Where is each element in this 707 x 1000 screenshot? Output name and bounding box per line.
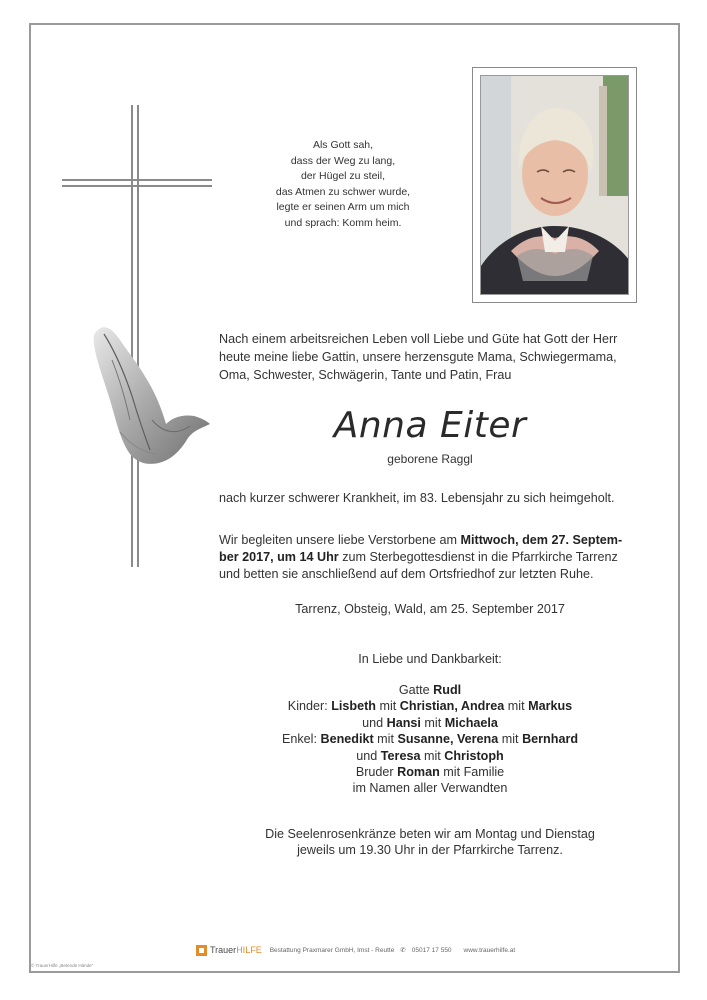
label: Enkel:	[281, 732, 321, 747]
poem-line: Als Gott sah,	[312, 139, 374, 151]
label: Bruder	[355, 765, 398, 780]
intro-line: Nach einem arbeitsreichen Leben voll Liebe und Güte hat Gott der Herr	[219, 332, 618, 346]
funeral-line-1	[219, 531, 622, 549]
phone-number: 05017 17 550	[411, 946, 452, 954]
mourner-line	[200, 731, 660, 747]
connector: mit Familie	[439, 765, 505, 780]
poem	[248, 138, 438, 231]
intro-line: Oma, Schwester, Schwägerin, Tante und Patin, Frau	[219, 368, 512, 382]
poem-line: legte er seinen Arm um mich	[276, 201, 410, 213]
mourners-list	[200, 682, 660, 797]
phone-icon: ✆	[400, 947, 406, 954]
mourner-line: im Namen aller Verwandten	[352, 781, 508, 796]
poem-line: das Atmen zu schwer wurde,	[275, 185, 411, 198]
logo-mark-icon	[196, 945, 207, 956]
grandchild-name: Susanne, Verena	[397, 732, 499, 747]
mourner-line	[200, 764, 660, 780]
connector: mit	[375, 699, 400, 714]
intro-line: heute meine liebe Gattin, unsere herzensgute Mama, Schwiegermama,	[219, 350, 617, 364]
label: Kinder:	[287, 699, 332, 714]
portrait-frame	[472, 67, 637, 303]
poem-line: der Hügel zu steil,	[300, 170, 386, 182]
website-link[interactable]: www.trauerhilfe.at	[463, 946, 516, 954]
funeral-date: Mittwoch, dem 27. Septem-	[460, 533, 623, 547]
connector: mit	[420, 715, 445, 730]
praying-hands-icon	[90, 320, 212, 470]
mourner-line	[200, 715, 660, 731]
connector: und	[362, 715, 387, 730]
gratitude: In Liebe und Dankbarkeit:	[358, 652, 502, 666]
intro-text	[219, 330, 643, 384]
brother-name: Roman	[397, 765, 440, 780]
child-name: Lisbeth	[331, 699, 376, 714]
funeral-text: zum Sterbegottesdienst in die Pfarrkirche Tarrenz	[338, 550, 618, 564]
poem-line: dass der Weg zu lang,	[290, 154, 396, 167]
logo-text: Trauer	[210, 945, 237, 955]
footer	[196, 943, 515, 957]
portrait-photo	[480, 75, 629, 295]
poem-line: und sprach: Komm heim.	[284, 216, 402, 229]
copyright: © TrauerHilfe „Betende Hände“	[31, 963, 94, 968]
funeral-line-2	[219, 548, 618, 566]
label: Gatte	[398, 683, 434, 697]
connector: mit	[420, 748, 445, 763]
husband-name: Rudl	[433, 683, 462, 697]
rosary-line: jeweils um 19.30 Uhr in der Pfarrkirche Tarrenz.	[297, 843, 563, 858]
mourner-line	[200, 698, 660, 714]
funeral-text: Wir begleiten unsere liebe Verstorbene am	[219, 533, 461, 547]
connector: und	[356, 748, 381, 763]
mourner-line	[200, 682, 660, 698]
logo-text: HILFE	[236, 945, 262, 955]
death-line: nach kurzer schwerer Krankheit, im 83. Lebensjahr zu sich heimgeholt.	[219, 491, 615, 505]
rosary-text	[200, 826, 660, 859]
trauerhilfe-logo	[196, 945, 262, 956]
child-name: Michaela	[444, 715, 498, 730]
connector: mit	[373, 732, 398, 747]
funeral-line-3: und betten sie anschließend auf dem Ortsfriedhof zur letzten Ruhe.	[219, 567, 594, 581]
child-name: Christian, Andrea	[399, 699, 505, 714]
rosary-line: Die Seelenrosenkränze beten wir am Montag und Dienstag	[265, 827, 595, 841]
company-name: Bestattung Praxmarer GmbH, Imst - Reutte	[269, 946, 395, 954]
child-name: Hansi	[386, 715, 421, 730]
maiden-name: geborene Raggl	[387, 452, 473, 466]
mourner-line	[200, 748, 660, 764]
child-name: Markus	[528, 699, 573, 714]
funeral-time: ber 2017, um 14 Uhr	[219, 550, 339, 564]
place-date: Tarrenz, Obsteig, Wald, am 25. September 2017	[295, 602, 565, 616]
connector: mit	[498, 732, 523, 747]
grandchild-name: Christoph	[444, 748, 504, 763]
grandchild-name: Bernhard	[522, 732, 579, 747]
deceased-name: Anna Eiter	[333, 405, 527, 446]
grandchild-name: Benedikt	[320, 732, 374, 747]
grandchild-name: Teresa	[380, 748, 421, 763]
connector: mit	[504, 699, 529, 714]
